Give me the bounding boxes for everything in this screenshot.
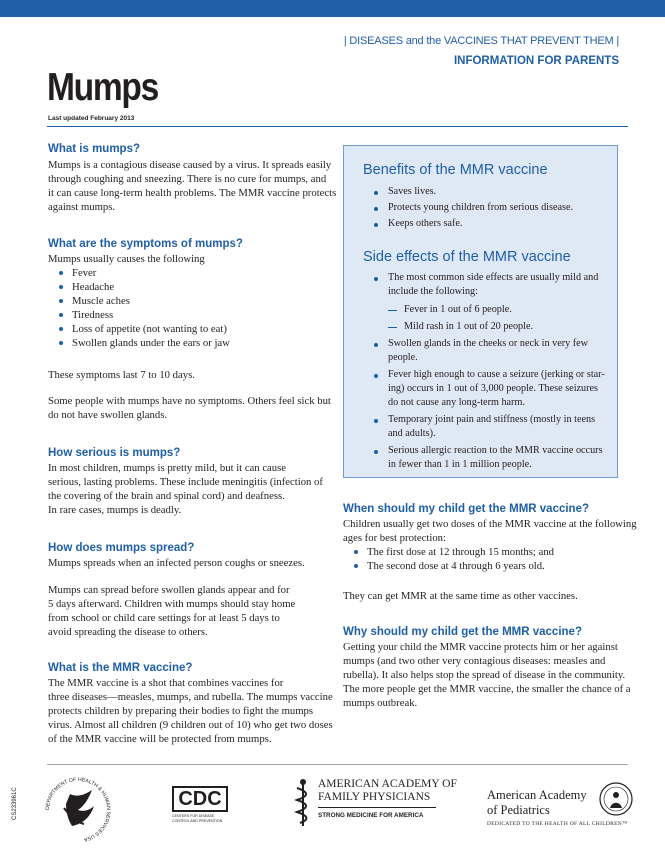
what-is-line: Mumps is a contagious disease caused by a virus. It spreads easily <box>48 159 332 171</box>
side-effect-line: Fever high enough to cause a seizure (jerking or star- <box>388 369 605 380</box>
side-effect-line: include the following: <box>388 286 478 297</box>
side-effect-line: people. <box>388 352 418 363</box>
side-effect-line: and adults). <box>388 428 436 439</box>
benefit-item: Keeps others safe. <box>388 218 463 229</box>
series-label: | DISEASES and the VACCINES THAT PREVENT THEM | <box>343 35 619 47</box>
right-column <box>343 0 637 760</box>
vaccine-line: The MMR vaccine is a shot that combines vaccines for <box>48 677 284 689</box>
symptom-item: Loss of appetite (not wanting to eat) <box>72 323 227 335</box>
symptoms-intro: Mumps usually causes the following <box>48 253 205 265</box>
bullet-dot <box>59 299 63 303</box>
last-updated: Last updated February 2013 <box>48 115 135 122</box>
why-line: mumps (and two other very contagious diseases: measles and <box>343 655 606 667</box>
side-effect-sub: Fever in 1 out of 6 people. <box>404 304 512 315</box>
heading-why-mmr: Why should my child get the MMR vaccine? <box>343 626 582 638</box>
side-effect-line: Swollen glands in the cheeks or neck in very few <box>388 338 589 349</box>
symptom-item: Fever <box>72 267 97 279</box>
aafp-tag-rule <box>318 807 436 808</box>
aafp-name-line1: AMERICAN ACADEMY OF <box>318 778 457 790</box>
side-effect-sub: Mild rash in 1 out of 20 people. <box>404 321 534 332</box>
cdc-subtitle: CENTERS FOR DISEASE <box>172 814 215 818</box>
heading-symptoms: What are the symptoms of mumps? <box>48 238 243 250</box>
spread-line: 5 days afterward. Children with mumps should stay home <box>48 598 296 610</box>
caduceus-icon <box>294 778 312 828</box>
cdc-logo <box>172 786 232 826</box>
aap-tagline: DEDICATED TO THE HEALTH OF ALL CHILDREN™ <box>487 821 628 827</box>
side-effect-line: do not cause any long-term harm. <box>388 397 525 408</box>
side-effect-line: The most common side effects are usually mild and <box>388 272 599 283</box>
heading-when-mmr: When should my child get the MMR vaccine? <box>343 503 589 515</box>
spread-line: avoid spreading the disease to others. <box>48 626 208 638</box>
heading-what-is-mumps: What is mumps? <box>48 143 141 155</box>
vaccine-line: protects children by preparing their bodies to fight the mumps <box>48 705 314 717</box>
symptom-item: Swollen glands under the ears or jaw <box>72 337 230 349</box>
bullet-dot <box>59 327 63 331</box>
aafp-tagline: STRONG MEDICINE FOR AMERICA <box>318 812 424 819</box>
bullet-dot <box>59 313 63 317</box>
what-is-line: through coughing and sneezing. There is no cure for mumps, and <box>48 173 327 185</box>
left-column <box>48 0 337 760</box>
svg-text:DEPARTMENT OF HEALTH & HUMAN S: DEPARTMENT OF HEALTH & HUMAN SERVICES USA <box>44 776 112 843</box>
aafp-name-line2: FAMILY PHYSICIANS <box>318 791 431 803</box>
bullet-dot <box>354 550 358 554</box>
aap-name-line2: of Pediatrics <box>487 803 550 817</box>
aap-seal-icon <box>599 782 633 816</box>
why-line: rubella). It also helps stop the spread of disease in the community. <box>343 669 626 681</box>
cdc-subtitle: CONTROL AND PREVENTION <box>172 819 223 823</box>
what-is-line: against mumps. <box>48 201 116 213</box>
heading-how-spread: How does mumps spread? <box>48 542 195 554</box>
benefits-heading: Benefits of the MMR vaccine <box>363 162 548 178</box>
cdc-wordmark: CDC <box>172 786 228 812</box>
aap-logo <box>487 778 637 828</box>
why-line: Getting your child the MMR vaccine protects him or her against <box>343 641 618 653</box>
when-note: They can get MMR at the same time as other vaccines. <box>343 590 578 602</box>
bullet-dot <box>59 285 63 289</box>
symptoms-note-line: Some people with mumps have no symptoms. Others feel sick but <box>48 395 331 407</box>
side-effect-line: Serious allergic reaction to the MMR vaccine occurs <box>388 445 603 456</box>
symptoms-note-line: do not have swollen glands. <box>48 409 168 421</box>
symptom-item: Muscle aches <box>72 295 130 307</box>
side-effect-line: in fewer than 1 in 1 million people. <box>388 459 532 470</box>
symptom-item: Headache <box>72 281 115 293</box>
benefit-item: Protects young children from serious disease. <box>388 202 574 213</box>
vaccine-line: virus. Almost all children (9 children out of 10) who get two doses <box>48 719 333 731</box>
serious-line: the covering of the brain and spinal cord) and deafness. <box>48 490 285 502</box>
when-line: Children usually get two doses of the MMR vaccine at the following <box>343 518 637 530</box>
when-line: ages for best protection: <box>343 532 446 544</box>
hhs-seal-logo <box>40 772 116 848</box>
heading-how-serious: How serious is mumps? <box>48 447 181 459</box>
spread-line: Mumps can spread before swollen glands appear and for <box>48 584 290 596</box>
serious-line: serious, lasting problems. These include meningitis (infection of <box>48 476 323 488</box>
bullet-dot <box>59 271 63 275</box>
bullet-dot <box>354 564 358 568</box>
vaccine-line: of the MMR vaccine will be protected from mumps. <box>48 733 272 745</box>
why-line: The more people get the MMR vaccine, the smaller the chance of a <box>343 683 631 695</box>
audience-label: INFORMATION FOR PARENTS <box>453 55 619 67</box>
serious-line: In rare cases, mumps is deadly. <box>48 504 182 516</box>
document-code: CS233961C <box>12 787 18 820</box>
spread-line: from school or child care settings for at least 5 days to <box>48 612 280 624</box>
aafp-logo <box>294 776 457 831</box>
benefit-item: Saves lives. <box>388 186 437 197</box>
dose-item: The first dose at 12 through 15 months; and <box>367 546 555 558</box>
spread-line: Mumps spreads when an infected person coughs or sneezes. <box>48 557 305 569</box>
serious-line: In most children, mumps is pretty mild, but it can cause <box>48 462 287 474</box>
side-effects-heading: Side effects of the MMR vaccine <box>363 249 571 265</box>
page-title: Mumps <box>47 66 158 109</box>
why-line: mumps outbreak. <box>343 697 418 709</box>
hhs-eagle-icon <box>40 772 116 848</box>
dose-item: The second dose at 4 through 6 years old. <box>367 560 545 572</box>
footer-divider <box>47 764 628 765</box>
bullet-dot <box>59 341 63 345</box>
what-is-line: it can cause long-term health problems. The MMR vaccine protects <box>48 187 337 199</box>
symptom-item: Tiredness <box>72 309 114 321</box>
aap-name-line1: American Academy <box>487 788 587 802</box>
heading-what-is-mmr: What is the MMR vaccine? <box>48 662 193 674</box>
side-effect-line: ing) occurs in 1 out of 3,000 people. These seizures <box>388 383 599 394</box>
symptoms-duration: These symptoms last 7 to 10 days. <box>48 369 195 381</box>
vaccine-line: three diseases—measles, mumps, and rubella. The mumps vaccine <box>48 691 333 703</box>
side-effect-line: Temporary joint pain and stiffness (mostly in teens <box>388 414 596 425</box>
